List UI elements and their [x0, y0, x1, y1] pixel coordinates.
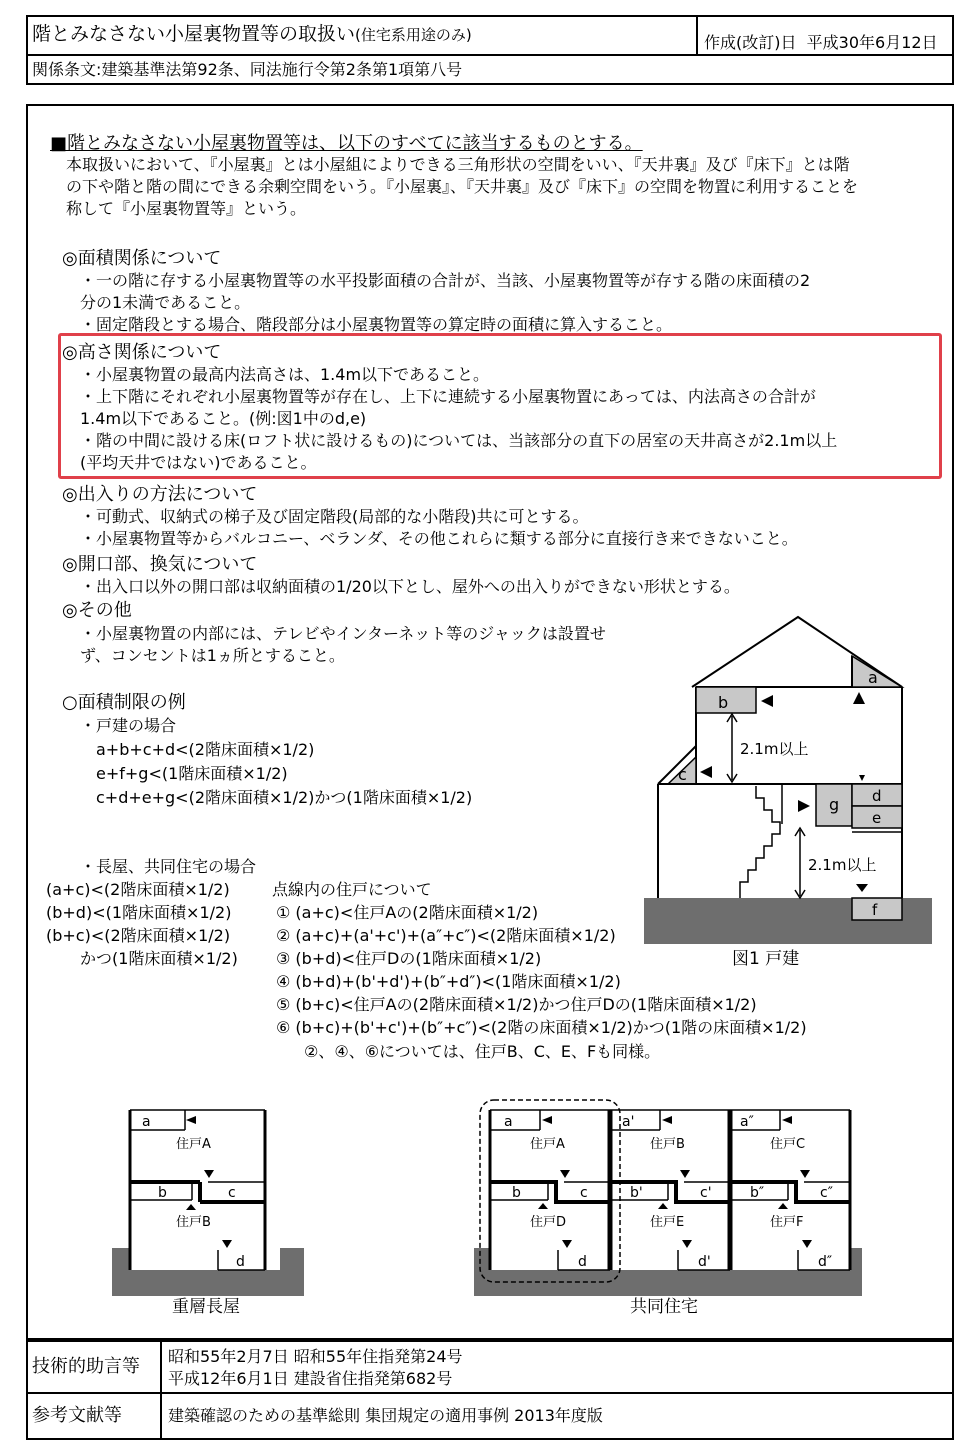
figure1-house-diagram — [640, 612, 940, 972]
title-main: 階とみなさない小屋裏物置等の取扱い — [32, 23, 356, 45]
intro-line-3: 称して『小屋裏物置等』という。 — [66, 199, 307, 218]
label-g: g — [829, 795, 840, 814]
section-opening-title: ◎開口部、換気について — [62, 554, 258, 575]
height-line: (平均天井ではない)であること。 — [80, 453, 317, 472]
stairs — [740, 786, 780, 898]
label-a: a — [142, 1114, 151, 1130]
label-d: d — [872, 787, 882, 805]
label-a-prime: a' — [622, 1114, 635, 1130]
row-right-formula: ② (a+c)+(a'+c')+(a″+c″)<(2階床面積×1/2) — [276, 926, 616, 945]
label-c: c — [228, 1185, 236, 1201]
row-right-formula: ⑤ (b+c)<住戸Aの(2階床面積×1/2)かつ住戸Dの(1階床面積×1/2) — [276, 995, 757, 1014]
label-b: b — [158, 1185, 167, 1201]
section-examples-title: ○面積制限の例 — [62, 692, 186, 713]
row-right-formula: ③ (b+d)<住戸Dの(1階床面積×1/2) — [276, 949, 542, 968]
label-c: c — [580, 1185, 588, 1201]
label-b-dprime: b″ — [750, 1185, 765, 1201]
ref-label: 参考文献等 — [32, 1405, 122, 1426]
height-upper-label: 2.1m以上 — [740, 740, 809, 758]
date-field — [704, 33, 938, 53]
label-d: d — [236, 1254, 245, 1270]
row-right-note: ②、④、⑥については、住戸B、C、E、Fも同様。 — [304, 1042, 661, 1061]
height-line: ・小屋裏物置の最高内法高さは、1.4m以下であること。 — [80, 365, 490, 384]
unit-a-label: 住戸A — [530, 1137, 565, 1152]
intro-line-2: の下や階と階の間にできる余剰空間をいう。『小屋裏』、『天井裏』及び『床下』の空間を物置に利用することを — [66, 177, 859, 196]
access-line: ・可動式、収納式の梯子及び固定階段(局部的な小階段)共に可とする。 — [80, 507, 589, 526]
section-area-title: ◎面積関係について — [62, 248, 222, 269]
other-line: ・小屋裏物置の内部には、テレビやインターネット等のジャックは設置せ — [80, 624, 606, 643]
row-right-formula: ① (a+c)<住戸Aの(2階床面積×1/2) — [276, 903, 539, 922]
intro-line-1: 本取扱いにおいて、『小屋裏』とは小屋組によりできる三角形状の空間をいい、『天井裏』及び『床下』とは階 — [66, 155, 850, 174]
row-left-formula: (a+c)<(2階床面積×1/2) — [46, 880, 230, 899]
detached-formula: e+f+g<(1階床面積×1/2) — [96, 764, 288, 783]
label-c-prime: c' — [700, 1185, 712, 1201]
ref-value: 建築確認のための基準総則 集団規定の適用事例 2013年度版 — [168, 1406, 603, 1425]
detached-formula: c+d+e+g<(2階床面積×1/2)かつ(1階床面積×1/2) — [96, 788, 473, 807]
apartment-caption: 共同住宅 — [630, 1297, 698, 1317]
unit-c-label: 住戸C — [770, 1137, 806, 1152]
label-b: b — [512, 1185, 521, 1201]
advice-line-2: 平成12年6月1日 建設省住指発第682号 — [168, 1369, 453, 1388]
row-right-formula: ④ (b+d)+(b'+d')+(b″+d″)<(1階床面積×1/2) — [276, 972, 621, 991]
label-f: f — [872, 901, 878, 919]
figure1-caption: 図1 戸建 — [732, 949, 800, 969]
law-reference — [32, 60, 462, 80]
label-a-dprime: a″ — [740, 1114, 754, 1130]
rowhouse-caption: 重層長屋 — [172, 1297, 240, 1317]
unit-e-label: 住戸E — [650, 1215, 685, 1230]
area-line: ・一の階に存する小屋裏物置等の水平投影面積の合計が、当該、小屋裏物置等が存する階の床面積の2 — [80, 271, 811, 290]
height-line: 1.4m以下であること。(例:図1中のd,e) — [80, 409, 367, 428]
section-access-title: ◎出入りの方法について — [62, 484, 258, 505]
section-other-title: ◎その他 — [62, 600, 132, 621]
header-divider — [26, 54, 954, 56]
row-left-formula: (b+c)<(2階床面積×1/2) — [46, 926, 231, 945]
opening-line: ・出入口以外の開口部は収納面積の1/20以下とし、屋外への出入りができない形状とする。 — [80, 577, 740, 596]
label-b-prime: b' — [630, 1185, 643, 1201]
label-c: c — [678, 765, 687, 784]
law-label: 関係条文 — [32, 60, 97, 79]
law-value: :建築基準法第92条、同法施行令第2条第1項第八号 — [96, 60, 463, 79]
date-value: 平成30年6月12日 — [806, 33, 938, 52]
page-title — [32, 22, 472, 47]
detached-formula: a+b+c+d<(2階床面積×1/2) — [96, 740, 315, 759]
row-left-formula: (b+d)<(1階床面積×1/2) — [46, 903, 232, 922]
row-left-formula: かつ(1階床面積×1/2) — [80, 949, 238, 968]
label-e: e — [872, 809, 882, 827]
unit-f-label: 住戸F — [770, 1215, 804, 1230]
advice-line-1: 昭和55年2月7日 昭和55年住指発第24号 — [168, 1347, 463, 1366]
label-c-dprime: c″ — [820, 1185, 833, 1201]
unit-a-label: 住戸A — [176, 1137, 211, 1152]
unit-b-label: 住戸B — [176, 1215, 211, 1230]
area-line: ・固定階段とする場合、階段部分は小屋裏物置等の算定時の面積に算入すること。 — [80, 315, 673, 334]
unit-d-label: 住戸D — [530, 1215, 567, 1230]
access-line: ・小屋裏物置等からバルコニー、ベランダ、その他これらに類する部分に直接行き来できないこと。 — [80, 529, 798, 548]
label-b: b — [718, 693, 729, 712]
label-a: a — [868, 668, 878, 687]
advice-label: 技術的助言等 — [32, 1356, 140, 1377]
intro-heading: ■階とみなさない小屋裏物置等は、以下のすべてに該当するものとする。 — [50, 133, 643, 154]
date-label: 作成(改訂)日 — [704, 33, 797, 52]
label-d-prime: d' — [698, 1254, 711, 1270]
apartment-diagram — [470, 1095, 870, 1320]
row-right-title: 点線内の住戸について — [272, 880, 432, 899]
height-lower-label: 2.1m以上 — [808, 856, 877, 874]
title-sub: (住宅系用途のみ) — [355, 26, 472, 44]
other-line: ず、コンセントは1ヵ所とすること。 — [80, 646, 345, 665]
detached-label: ・戸建の場合 — [80, 716, 177, 735]
label-a: a — [504, 1114, 513, 1130]
row-right-formula: ⑥ (b+c)+(b'+c')+(b″+c″)<(2階の床面積×1/2)かつ(1階の床面積×1/2) — [276, 1018, 807, 1037]
header-vdivider — [696, 15, 698, 55]
row-label: ・長屋、共同住宅の場合 — [80, 857, 257, 876]
area-line: 分の1未満であること。 — [80, 293, 251, 312]
height-line: ・上下階にそれぞれ小屋裏物置等が存在し、上下に連続する小屋裏物置にあっては、内法高さの合計が — [80, 387, 816, 406]
height-line: ・階の中間に設ける床(ロフト状に設けるもの)については、当該部分の直下の居室の天井高さが2.1m以上 — [80, 431, 838, 450]
footer-vdivider — [160, 1340, 162, 1440]
footer-hdivider — [26, 1392, 954, 1394]
rowhouse-diagram — [110, 1100, 310, 1320]
label-d: d — [578, 1254, 587, 1270]
section-height-title: ◎高さ関係について — [62, 342, 222, 363]
label-d-dprime: d″ — [818, 1254, 833, 1270]
unit-b-label: 住戸B — [650, 1137, 685, 1152]
